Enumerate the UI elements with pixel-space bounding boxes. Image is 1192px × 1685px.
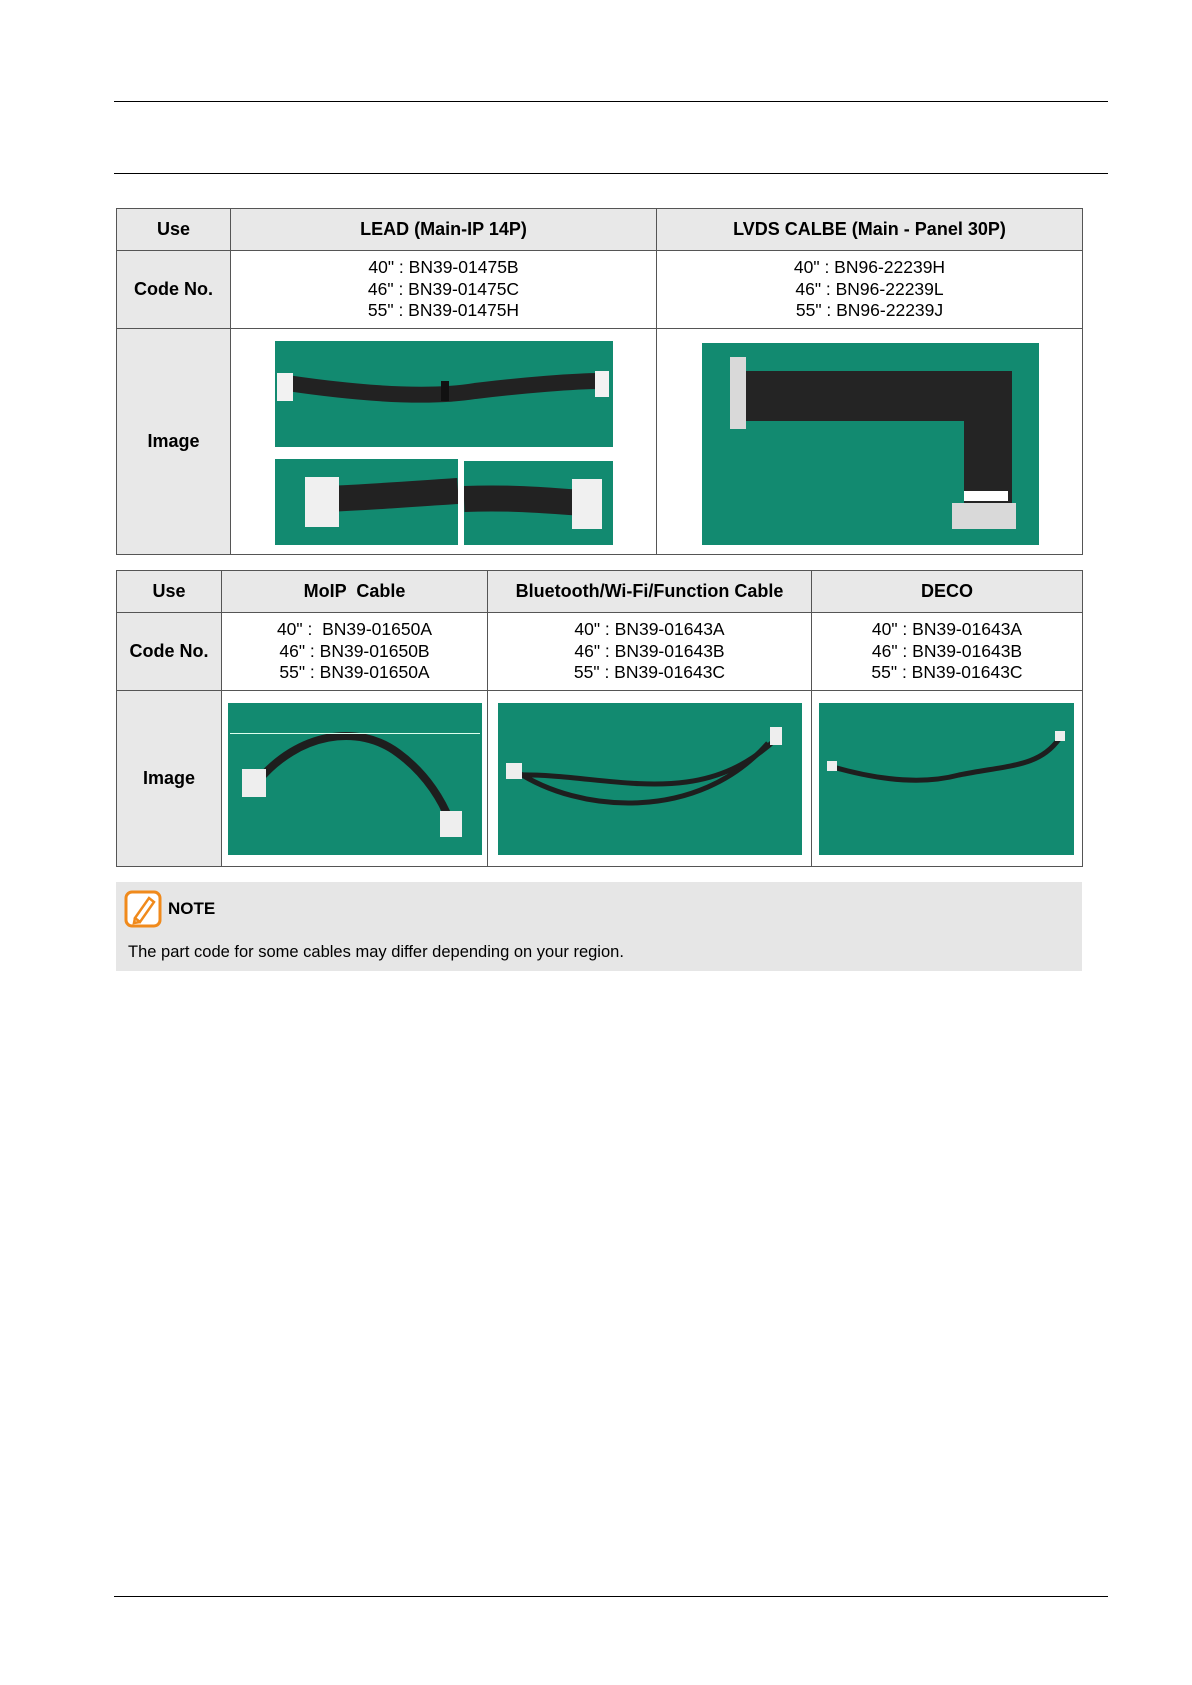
deco-header: DECO bbox=[812, 571, 1083, 613]
code-line: 46" : BN39-01475C bbox=[367, 278, 520, 299]
moip-codes bbox=[222, 613, 488, 691]
note-pencil-icon bbox=[124, 890, 162, 928]
code-line: 40" : BN39-01475B bbox=[368, 257, 519, 278]
code-no-label: Code No. bbox=[117, 251, 231, 329]
moip-cable-photo bbox=[228, 703, 482, 855]
code-line: 55" : BN39-01475H bbox=[367, 300, 520, 321]
code-line: 40" : BN39-01643A bbox=[871, 619, 1023, 640]
header-rule-top bbox=[114, 101, 1108, 102]
note-box bbox=[116, 882, 1082, 971]
lead-connector-photo-left bbox=[275, 459, 458, 545]
use-header: Use bbox=[117, 571, 222, 613]
lead-header: LEAD (Main-IP 14P) bbox=[231, 209, 657, 251]
code-line: 46" : BN39-01643B bbox=[574, 640, 725, 661]
moip-header: MoIP Cable bbox=[222, 571, 488, 613]
lvds-codes bbox=[657, 251, 1083, 329]
footer-rule bbox=[114, 1596, 1108, 1597]
code-line: 55" : BN96-22239J bbox=[795, 300, 944, 321]
cable-table-1 bbox=[116, 208, 1083, 555]
moip-image-cell bbox=[222, 691, 488, 867]
lvds-image-cell bbox=[657, 329, 1083, 555]
lvds-cable-photo bbox=[702, 343, 1039, 545]
lead-connector-photo-right bbox=[464, 461, 613, 545]
bluetooth-codes bbox=[488, 613, 812, 691]
note-body: The part code for some cables may differ depending on your region. bbox=[128, 943, 624, 961]
code-line: 55" : BN39-01643C bbox=[871, 662, 1023, 683]
code-line: 40" : BN39-01643A bbox=[574, 619, 725, 640]
lead-cable-photo bbox=[275, 341, 613, 447]
lvds-header: LVDS CALBE (Main - Panel 30P) bbox=[657, 209, 1083, 251]
bluetooth-header: Bluetooth/Wi-Fi/Function Cable bbox=[488, 571, 812, 613]
cable-table-2 bbox=[116, 570, 1083, 867]
bluetooth-cable-photo bbox=[498, 703, 802, 855]
lead-image-cell bbox=[231, 329, 657, 555]
code-line: 40" : BN96-22239H bbox=[793, 257, 946, 278]
code-line: 46" : BN39-01643B bbox=[871, 640, 1023, 661]
use-header: Use bbox=[117, 209, 231, 251]
code-line: 55" : BN39-01643C bbox=[573, 662, 726, 683]
note-title: NOTE bbox=[168, 899, 216, 918]
code-line: 46" : BN39-01650B bbox=[279, 640, 430, 661]
code-line: 40" : BN39-01650A bbox=[276, 619, 433, 640]
deco-image-cell bbox=[812, 691, 1083, 867]
image-label: Image bbox=[117, 691, 222, 867]
deco-codes bbox=[812, 613, 1083, 691]
code-line: 46" : BN96-22239L bbox=[795, 278, 944, 299]
code-line: 55" : BN39-01650A bbox=[279, 662, 430, 683]
bluetooth-image-cell bbox=[488, 691, 812, 867]
lead-codes bbox=[231, 251, 657, 329]
deco-cable-photo bbox=[819, 703, 1074, 855]
image-label: Image bbox=[117, 329, 231, 555]
header-rule-bottom bbox=[114, 173, 1108, 174]
code-no-label: Code No. bbox=[117, 613, 222, 691]
